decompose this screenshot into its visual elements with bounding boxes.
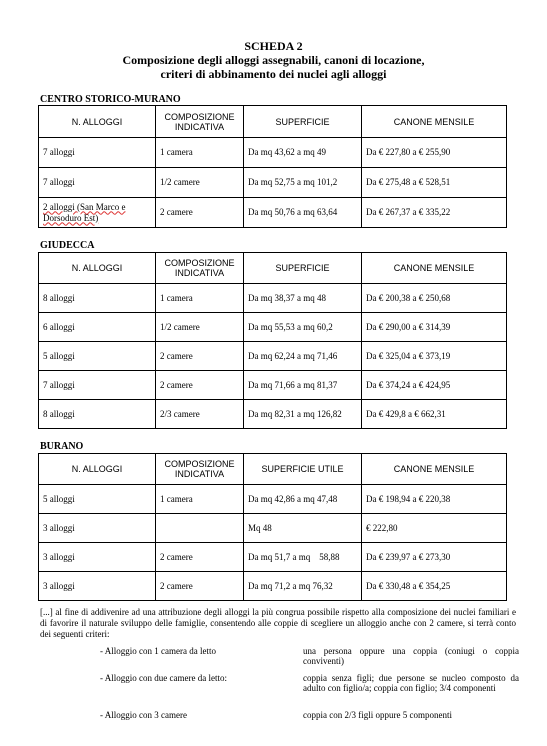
header-composizione: COMPOSIZIONE INDICATIVA [156,106,244,138]
cell-alloggi: 3 alloggi [39,572,156,601]
criteria-left-3: - Alloggio con 3 camere [100,710,187,720]
criteria-left-1: - Alloggio con 1 camera da letto [100,646,216,656]
cell-composizione: 2 camere [156,371,244,400]
cell-canone: Da € 275,48 a € 528,51 [362,168,507,198]
cell-superficie: Da mq 55,53 a mq 60,2 [244,313,362,342]
criteria-left-2: - Alloggio con due camere da letto: [100,673,227,683]
header-superficie-utile: SUPERFICIE UTILE [244,454,362,485]
table-row [39,572,507,601]
table-row [39,284,507,313]
table-burano [38,453,507,601]
header-superficie: SUPERFICIE [244,253,362,284]
cell-canone: Da € 200,38 a € 250,68 [362,284,507,313]
cell-composizione: 2/3 camere [156,400,244,429]
table-row [39,485,507,514]
table-header-row [39,454,507,485]
cell-alloggi: 3 alloggi [39,543,156,572]
table-row [39,342,507,371]
criteria-right-2: coppia senza figli; due persone se nucleo composto da adulto con figlio/a; coppia con figlio; 3/4 componenti [303,673,519,693]
cell-superficie: Da mq 38,37 a mq 48 [244,284,362,313]
cell-alloggi: 5 alloggi [39,342,156,371]
header-alloggi: N. ALLOGGI [39,454,156,485]
document-subtitle-line-1: Composizione degli alloggi assegnabili, canoni di locazione, [122,53,425,67]
cell-alloggi: 3 alloggi [39,514,156,543]
cell-canone: Da € 198,94 a € 220,38 [362,485,507,514]
cell-superficie: Da mq 82,31 a mq 126,82 [244,400,362,429]
cell-composizione: 1 camera [156,138,244,168]
header-canone: CANONE MENSILE [362,253,507,284]
cell-canone: Da € 429,8 a € 662,31 [362,400,507,429]
cell-alloggi: 7 alloggi [39,168,156,198]
cell-composizione: 1/2 camere [156,168,244,198]
cell-canone: Da € 374,24 a € 424,95 [362,371,507,400]
section-title-centro-storico: CENTRO STORICO-MURANO [40,94,181,105]
table-row [39,371,507,400]
cell-composizione [156,514,244,543]
header-alloggi: N. ALLOGGI [39,253,156,284]
section-title-giudecca: GIUDECCA [40,240,95,251]
cell-superficie: Da mq 71,66 a mq 81,37 [244,371,362,400]
cell-canone: Da € 330,48 a € 354,25 [362,572,507,601]
header-composizione: COMPOSIZIONE INDICATIVA [156,454,244,485]
header-composizione: COMPOSIZIONE INDICATIVA [156,253,244,284]
cell-superficie: Da mq 62,24 a mq 71,46 [244,342,362,371]
table-giudecca [38,252,507,429]
cell-alloggi [39,198,156,228]
cell-canone: Da € 290,00 a € 314,39 [362,313,507,342]
cell-superficie: Da mq 50,76 a mq 63,64 [244,198,362,228]
cell-alloggi-text: 2 alloggi (San Marco e Dorsoduro Est) [43,201,126,223]
section-title-burano: BURANO [40,441,84,452]
cell-superficie: Da mq 43,62 a mq 49 [244,138,362,168]
cell-canone: Da € 227,80 a € 255,90 [362,138,507,168]
cell-alloggi: 8 alloggi [39,284,156,313]
table-row [39,198,507,228]
table-row [39,514,507,543]
table-row [39,543,507,572]
cell-composizione: 2 camere [156,198,244,228]
cell-superficie: Mq 48 [244,514,362,543]
criteria-right-1: una persona oppure una coppia (coniugi o coppia conviventi) [303,646,519,666]
cell-composizione: 1/2 camere [156,313,244,342]
table-row [39,400,507,429]
cell-superficie: Da mq 51,7 a mq 58,88 [244,543,362,572]
cell-alloggi: 6 alloggi [39,313,156,342]
table-row [39,168,507,198]
cell-alloggi: 5 alloggi [39,485,156,514]
cell-canone: Da € 267,37 a € 335,22 [362,198,507,228]
cell-canone: Da € 325,04 a € 373,19 [362,342,507,371]
cell-superficie: Da mq 52,75 a mq 101,2 [244,168,362,198]
cell-canone: € 222,80 [362,514,507,543]
cell-alloggi: 8 alloggi [39,400,156,429]
table-header-row [39,106,507,138]
table-header-row [39,253,507,284]
cell-superficie: Da mq 71,2 a mq 76,32 [244,572,362,601]
criteria-right-3: coppia con 2/3 figli oppure 5 componenti [303,710,452,720]
document-subtitle-line-2: criteri di abbinamento dei nuclei agli alloggi [160,67,387,81]
header-superficie: SUPERFICIE [244,106,362,138]
table-row [39,313,507,342]
cell-composizione: 2 camere [156,543,244,572]
header-canone: CANONE MENSILE [362,454,507,485]
cell-composizione: 2 camere [156,342,244,371]
cell-alloggi: 7 alloggi [39,371,156,400]
criteria-paragraph: [...] al fine di addivenire ad una attribuzione degli alloggi la più congrua possibile rispetto alla composizione dei nuclei familiari e di favorire il naturale sviluppo delle famiglie, consentendo alle coppie di scegliere un alloggio anche con 2 camere, si terrà conto dei seguenti criteri: [40,607,516,639]
table-centro-storico [38,105,507,228]
cell-composizione: 1 camera [156,485,244,514]
cell-superficie: Da mq 42,86 a mq 47,48 [244,485,362,514]
cell-composizione: 2 camere [156,572,244,601]
cell-alloggi: 7 alloggi [39,138,156,168]
header-alloggi: N. ALLOGGI [39,106,156,138]
cell-composizione: 1 camera [156,284,244,313]
header-canone: CANONE MENSILE [362,106,507,138]
table-row [39,138,507,168]
document-title: SCHEDA 2 [244,39,303,53]
cell-canone: Da € 239,97 a € 273,30 [362,543,507,572]
